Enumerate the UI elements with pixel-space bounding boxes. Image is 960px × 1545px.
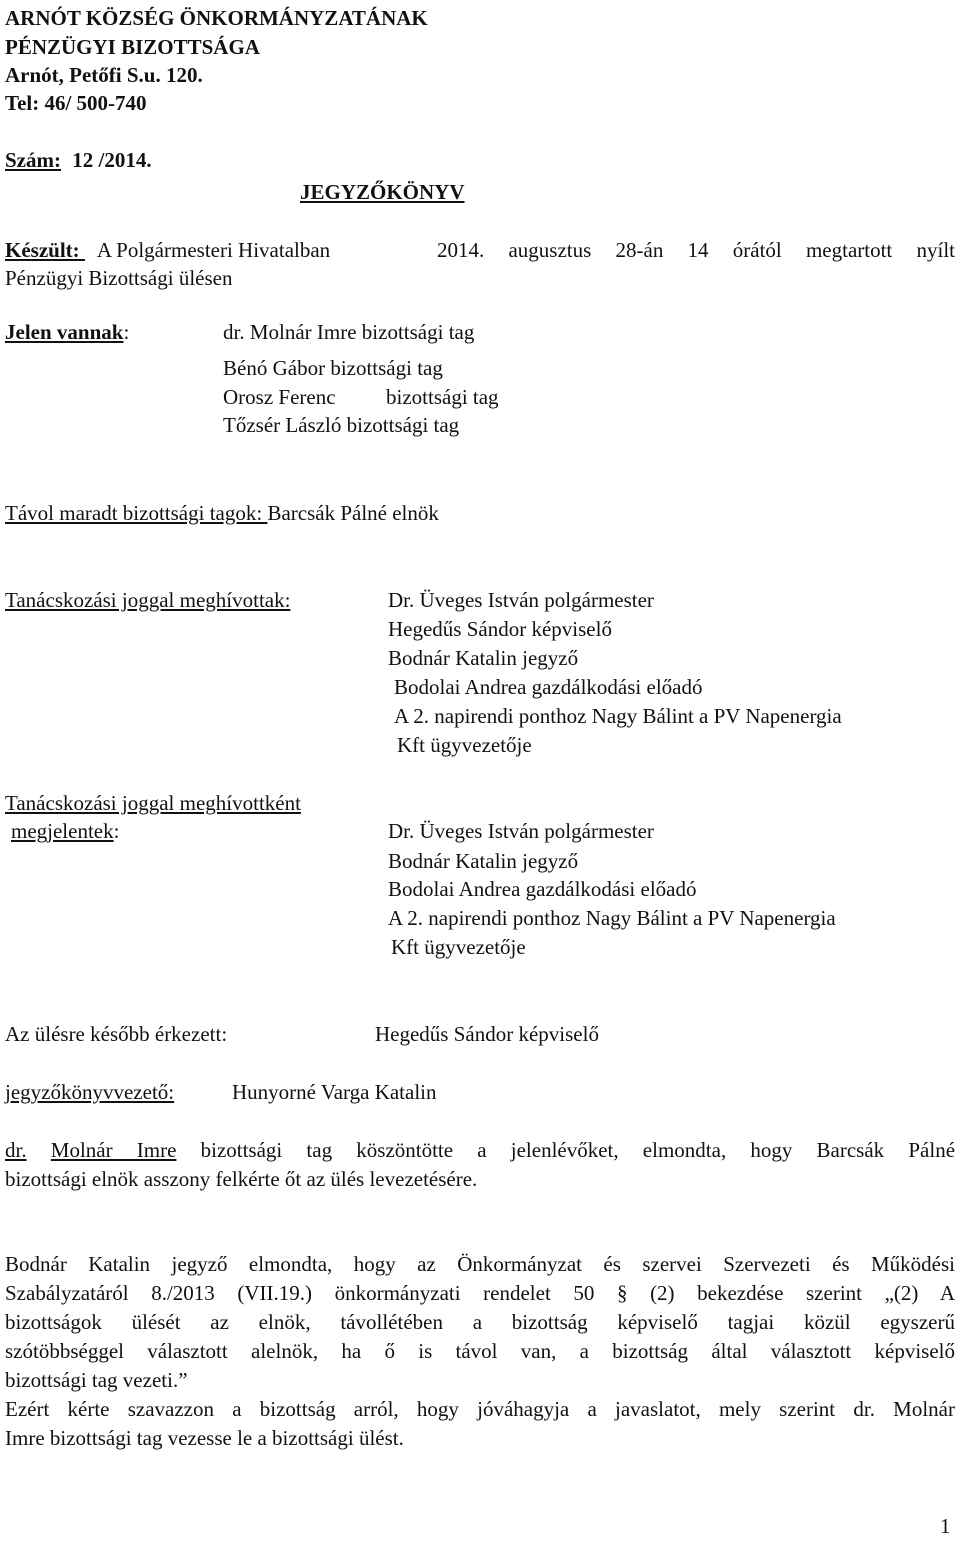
present-label bbox=[5, 319, 129, 345]
paragraph-welcome bbox=[5, 1136, 955, 1194]
paragraph-line: bizottságok ülését az elnök, távollétében a bizottság képviselő tagjai közül egyszerű bbox=[5, 1310, 955, 1334]
paragraph-line: Szabályzatáról 8./2013 (VII.19.) önkormányzati rendelet 50 § (2) bekezdése szerint „(2) A bbox=[5, 1281, 955, 1305]
invited-item: A 2. napirendi ponthoz Nagy Bálint a PV Napenergia bbox=[394, 704, 842, 728]
present-member-4 bbox=[223, 412, 459, 438]
member-name: Orosz Ferenc bbox=[223, 385, 336, 409]
appeared-label-line1: Tanácskozási joggal meghívottként bbox=[5, 791, 301, 815]
document-number bbox=[5, 147, 152, 173]
invited-item: Hegedűs Sándor képviselő bbox=[388, 617, 612, 641]
invited-item: Bodnár Katalin jegyző bbox=[388, 646, 579, 670]
present-label-text: Jelen vannak bbox=[5, 320, 124, 344]
appeared-label-text: megjelentek bbox=[11, 819, 114, 843]
appeared-item: Bodolai Andrea gazdálkodási előadó bbox=[388, 877, 697, 901]
paragraph-line: Bodnár Katalin jegyző elmondta, hogy az Önkormányzat és szervei Szervezeti és Működési bbox=[5, 1252, 955, 1276]
number-value: 12 /2014. bbox=[72, 148, 152, 172]
present-member-3 bbox=[223, 384, 336, 410]
made-detail-line2: Pénzügyi Bizottsági ülésen bbox=[5, 266, 233, 290]
paragraph-line: Imre bizottsági tag vezesse le a bizottsági ülést. bbox=[5, 1426, 404, 1450]
paragraph-line: szótöbbséggel választott alelnök, ha ő is távol van, a bizottság által választott képviselő bbox=[5, 1339, 955, 1363]
paragraph-line-text: bizottsági tag köszöntötte a jelenlévőket, elmondta, hogy Barcsák Pálné bbox=[200, 1138, 956, 1162]
document-title: JEGYZŐKÖNYV bbox=[300, 180, 465, 204]
org-name-line2: PÉNZÜGYI BIZOTTSÁGA bbox=[5, 35, 260, 59]
appeared-item: Dr. Üveges István polgármester bbox=[388, 819, 654, 843]
recorder-value: Hunyorné Varga Katalin bbox=[232, 1080, 437, 1104]
number-label: Szám: bbox=[5, 148, 61, 172]
paragraph-rules bbox=[5, 1250, 955, 1453]
invited-item: Bodolai Andrea gazdálkodási előadó bbox=[394, 675, 703, 699]
paragraph-line: bizottsági tag vezeti.” bbox=[5, 1368, 188, 1392]
invited-label: Tanácskozási joggal meghívottak: bbox=[5, 588, 291, 612]
org-address: Arnót, Petőfi S.u. 120. bbox=[5, 63, 203, 87]
recorder-label: jegyzőkönyvvezető: bbox=[5, 1080, 175, 1104]
present-member-1 bbox=[223, 319, 474, 345]
absent-label: Távol maradt bizottsági tagok: bbox=[5, 501, 268, 525]
member-role: bizottsági tag bbox=[330, 356, 443, 380]
made-label: Készült: bbox=[5, 238, 85, 262]
org-phone: Tel: 46/ 500-740 bbox=[5, 91, 147, 115]
org-name-line1: ARNÓT KÖZSÉG ÖNKORMÁNYZATÁNAK bbox=[5, 6, 428, 30]
member-role: bizottsági tag bbox=[361, 320, 475, 344]
invited-item: Kft ügyvezetője bbox=[397, 733, 532, 757]
member-name: Bénó Gábor bbox=[223, 356, 326, 380]
dr-prefix: dr. bbox=[5, 1138, 27, 1162]
appeared-label-colon: : bbox=[113, 819, 120, 843]
paragraph-line: Ezért kérte szavazzon a bizottság arról, hogy jóváhagyja a javaslatot, mely szerint dr. Molnár bbox=[5, 1397, 955, 1421]
chair-name: Molnár Imre bbox=[50, 1138, 177, 1162]
absent-line bbox=[5, 500, 439, 526]
invited-item: Dr. Üveges István polgármester bbox=[388, 588, 654, 612]
present-member-2 bbox=[223, 355, 443, 381]
made-place: A Polgármesteri Hivatalban bbox=[96, 238, 331, 262]
made-detail-line1: 2014. augusztus 28-án 14 órától megtartott nyílt bbox=[437, 238, 955, 262]
present-label-colon: : bbox=[123, 320, 130, 344]
member-name: Tőzsér László bbox=[223, 413, 342, 437]
appeared-item: A 2. napirendi ponthoz Nagy Bálint a PV Napenergia bbox=[388, 906, 836, 930]
late-label: Az ülésre később érkezett: bbox=[5, 1022, 228, 1046]
appeared-item: Kft ügyvezetője bbox=[391, 935, 526, 959]
member-role: bizottsági tag bbox=[346, 413, 460, 437]
present-member-3-role: bizottsági tag bbox=[386, 385, 499, 409]
member-name: dr. Molnár Imre bbox=[223, 320, 357, 344]
paragraph-line: bizottsági elnök asszony felkérte őt az ülés levezetésére. bbox=[5, 1167, 478, 1191]
paragraph-line bbox=[5, 1136, 955, 1165]
appeared-item: Bodnár Katalin jegyző bbox=[388, 849, 579, 873]
page-number: 1 bbox=[940, 1514, 951, 1538]
absent-value: Barcsák Pálné elnök bbox=[267, 501, 439, 525]
late-value: Hegedűs Sándor képviselő bbox=[375, 1022, 599, 1046]
appeared-label-line2 bbox=[11, 818, 119, 844]
